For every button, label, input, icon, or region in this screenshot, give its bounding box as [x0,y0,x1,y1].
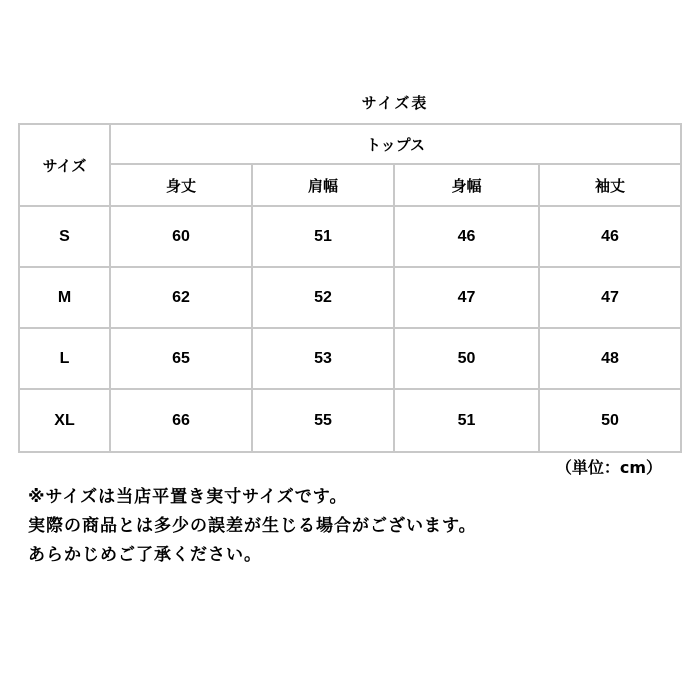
table-cell: 46 [539,206,681,267]
table-cell: 65 [110,328,252,389]
table-cell: 53 [252,328,394,389]
table-cell: 47 [539,267,681,328]
table-cell: 46 [394,206,539,267]
column-header: 身丈 [110,164,252,206]
table-row [19,328,681,389]
note-line: 実際の商品とは多少の誤差が生じる場合がございます。 [28,516,477,536]
table-cell: 50 [539,389,681,452]
group-header-tops: トップス [110,124,681,164]
table-cell: 51 [394,389,539,452]
table-cell: 50 [394,328,539,389]
table-cell: 55 [252,389,394,452]
notes [28,483,477,570]
note-line: あらかじめご了承ください。 [28,545,262,565]
size-table [18,123,682,453]
table-cell: 52 [252,267,394,328]
table-cell: 60 [110,206,252,267]
table-cell: 47 [394,267,539,328]
column-header: 袖丈 [539,164,681,206]
table-cell: 66 [110,389,252,452]
size-label: S [19,206,110,267]
column-header: 身幅 [394,164,539,206]
note-line: ※サイズは当店平置き実寸サイズです。 [28,487,348,507]
column-header: 肩幅 [252,164,394,206]
size-header: サイズ [19,124,110,206]
size-label: XL [19,389,110,452]
chart-title: サイズ表 [361,94,429,112]
size-label: M [19,267,110,328]
table-cell: 62 [110,267,252,328]
size-label: L [19,328,110,389]
table-row [19,389,681,452]
table-cell: 48 [539,328,681,389]
unit-label: （単位：cm） [555,458,662,477]
table-cell: 51 [252,206,394,267]
table-row [19,206,681,267]
table-row [19,267,681,328]
